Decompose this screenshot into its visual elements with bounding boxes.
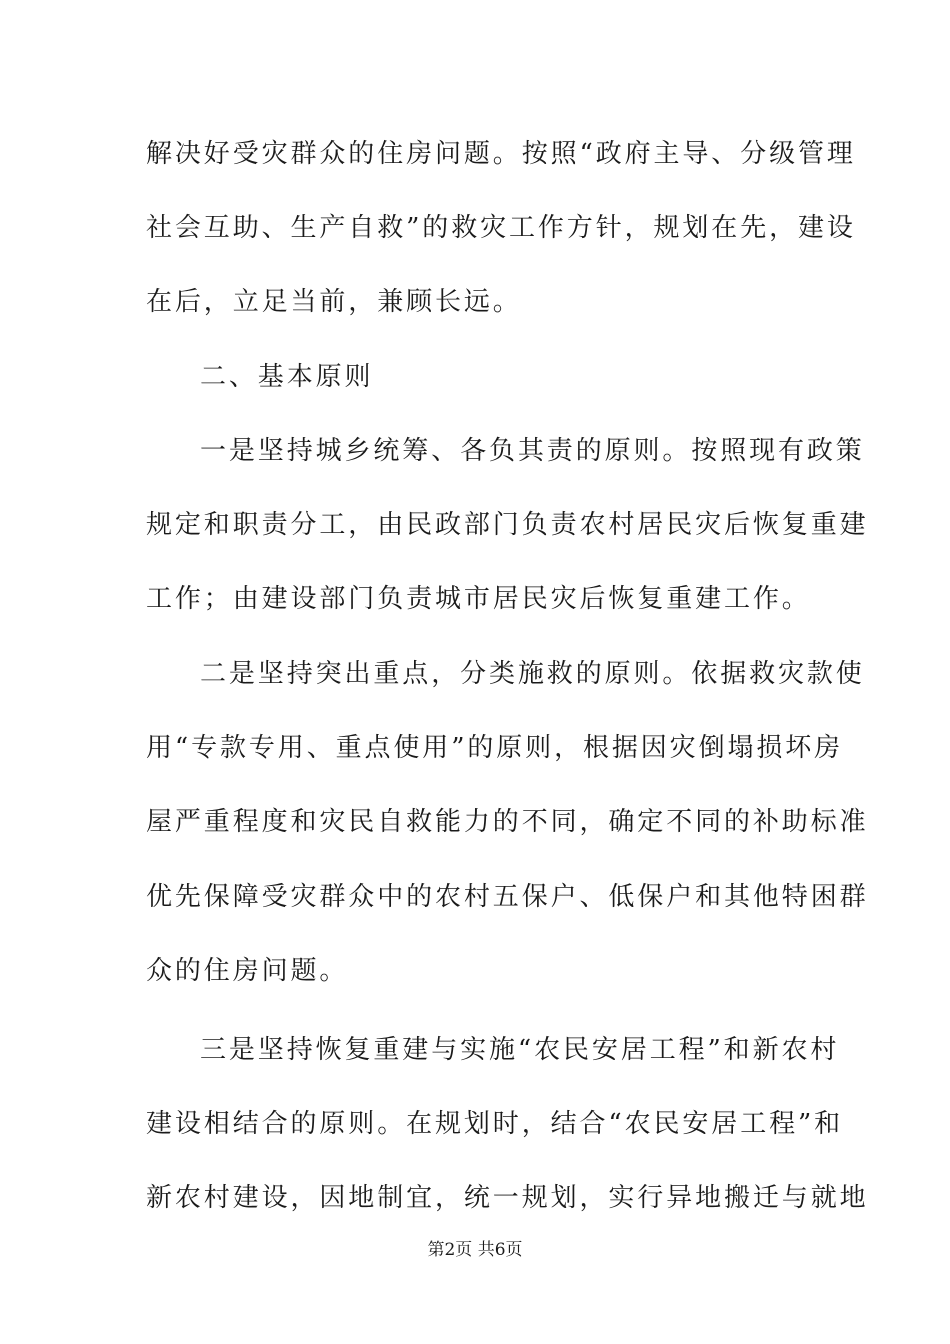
text-line: 新农村建设，因地制宜，统一规划，实行异地搬迁与就地 — [146, 1183, 869, 1213]
text-line: 优先保障受灾群众中的农村五保户、低保户和其他特困群 — [146, 882, 869, 912]
text-line: 一是坚持城乡统筹、各负其责的原则。按照现有政策 — [200, 436, 865, 466]
text-line: 众的住房问题。 — [146, 956, 349, 986]
text-line: 在后，立足当前，兼顾长远。 — [146, 287, 522, 317]
text-line: 规定和职责分工，由民政部门负责农村居民灾后恢复重建 — [146, 510, 869, 540]
text-line: 三是坚持恢复重建与实施“农民安居工程”和新农村 — [200, 1035, 840, 1065]
text-line: 社会互助、生产自救”的救灾工作方针，规划在先，建设 — [146, 213, 856, 243]
text-line: 用“专款专用、重点使用”的原则，根据因灾倒塌损坏房 — [146, 733, 844, 763]
text-line: 解决好受灾群众的住房问题。按照“政府主导、分级管理 — [146, 139, 856, 169]
text-line: 建设相结合的原则。在规划时，结合“农民安居工程”和 — [146, 1109, 844, 1139]
section-heading: 二、基本原则 — [200, 362, 374, 392]
text-line: 二是坚持突出重点，分类施救的原则。依据救灾款使 — [200, 659, 865, 689]
text-line: 工作；由建设部门负责城市居民灾后恢复重建工作。 — [146, 584, 811, 614]
text-line: 屋严重程度和灾民自救能力的不同，确定不同的补助标准 — [146, 807, 869, 837]
page-number-footer: 第2页 共6页 — [427, 1240, 523, 1260]
